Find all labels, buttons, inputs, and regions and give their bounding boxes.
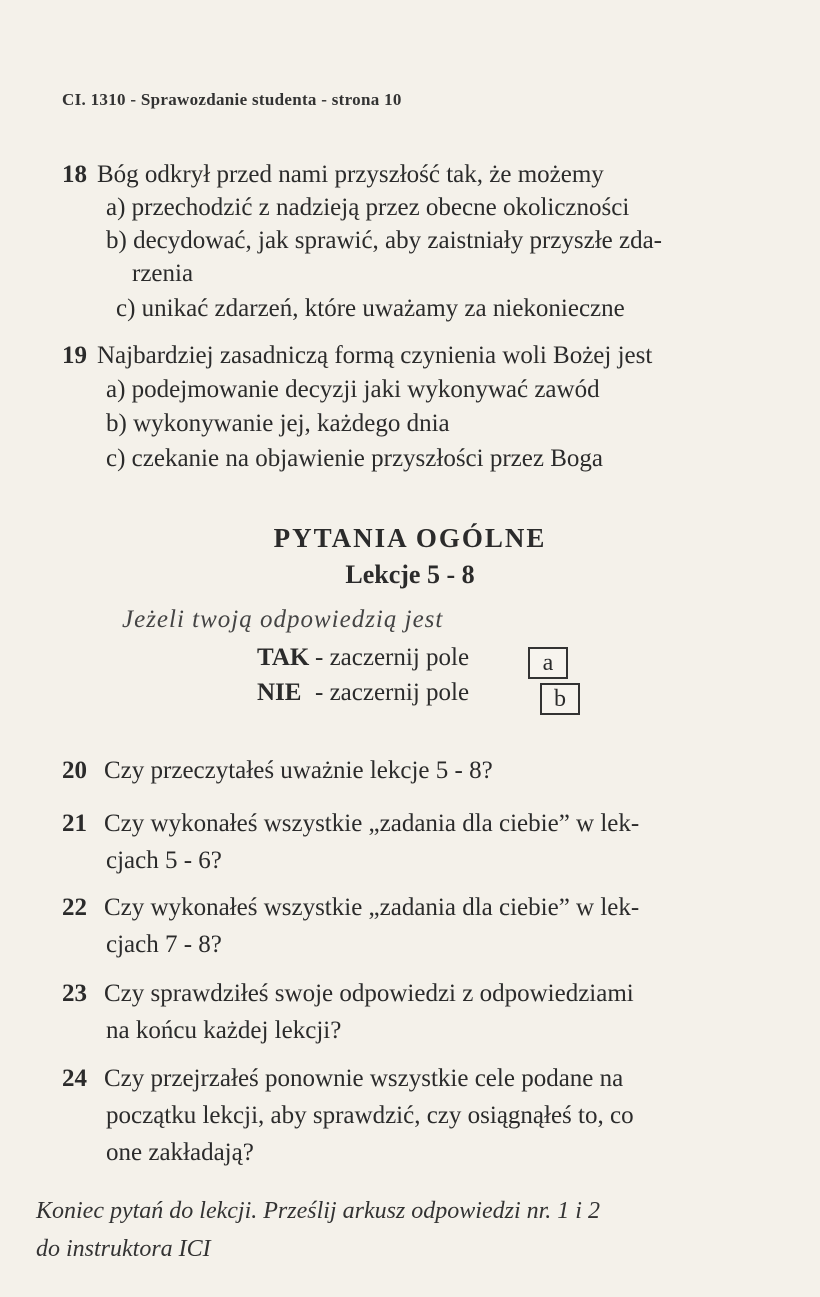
question-18 — [62, 158, 604, 191]
q18-option-b-cont: rzenia — [132, 260, 194, 287]
question-number: 20 — [62, 757, 87, 784]
question-line-1: Czy przeczytałeś uważnie lekcje 5 - 8? — [104, 757, 493, 784]
q18-option-b: b) decydować, jak sprawić, aby zaistniały przyszłe zda- — [106, 227, 663, 254]
question-19 — [62, 339, 652, 372]
question-line-3: one zakładają? — [106, 1139, 254, 1166]
page-header: CI. 1310 - Sprawozdanie studenta - strona 10 — [62, 90, 402, 109]
question-number: 22 — [62, 894, 87, 921]
q18-option-c: c) unikać zdarzeń, które uważamy za niekonieczne — [116, 295, 625, 322]
answer-key-no — [257, 679, 469, 707]
question-number: 18 — [62, 161, 87, 188]
footer-line-1: Koniec pytań do lekcji. Prześlij arkusz odpowiedzi nr. 1 i 2 — [36, 1198, 600, 1224]
question-line-2: początku lekcji, aby sprawdzić, czy osiągnąłeś to, co — [106, 1102, 634, 1129]
question-line-1: Czy przejrzałeś ponownie wszystkie cele podane na — [104, 1065, 624, 1092]
footer-line-2: do instruktora ICI — [36, 1236, 211, 1262]
answer-key-yes — [257, 644, 469, 672]
question-line-1: Czy sprawdziłeś swoje odpowiedzi z odpowiedziami — [104, 980, 634, 1007]
question-number: 24 — [62, 1065, 87, 1092]
q19-option-a: a) podejmowanie decyzji jaki wykonywać zawód — [106, 376, 600, 403]
question-number: 23 — [62, 980, 87, 1007]
q18-option-a: a) przechodzić z nadzieją przez obecne okoliczności — [106, 194, 630, 221]
section-subtitle: Lekcje 5 - 8 — [345, 560, 475, 589]
question-number: 21 — [62, 810, 87, 837]
question-24 — [62, 1060, 762, 1171]
section-title: PYTANIA OGÓLNE — [273, 523, 547, 553]
answer-box-b: b — [540, 683, 580, 715]
question-number: 19 — [62, 342, 87, 369]
q19-option-b: b) wykonywanie jej, każdego dnia — [106, 410, 450, 437]
no-action: - zaczernij pole — [315, 679, 470, 706]
no-label: NIE — [257, 679, 302, 706]
question-line-1: Czy wykonałeś wszystkie „zadania dla ciebie” w lek- — [104, 810, 640, 837]
q19-option-c: c) czekanie na objawienie przyszłości przez Boga — [106, 445, 603, 472]
instruction-text: Jeżeli twoją odpowiedzią jest — [122, 606, 444, 633]
question-text: Bóg odkrył przed nami przyszłość tak, że możemy — [97, 161, 604, 188]
question-line-2: cjach 5 - 6? — [106, 847, 222, 874]
question-line-2: na końcu każdej lekcji? — [106, 1017, 342, 1044]
answer-box-a: a — [528, 647, 568, 679]
question-line-1: Czy wykonałeś wszystkie „zadania dla ciebie” w lek- — [104, 894, 640, 921]
yes-action: - zaczernij pole — [315, 644, 470, 671]
footer-note — [36, 1192, 600, 1268]
question-text: Najbardziej zasadniczą formą czynienia woli Bożej jest — [97, 342, 653, 369]
question-22 — [62, 889, 762, 963]
question-23 — [62, 975, 762, 1049]
yes-label: TAK — [257, 644, 310, 671]
question-line-2: cjach 7 - 8? — [106, 931, 222, 958]
question-20 — [62, 752, 762, 789]
question-21 — [62, 805, 762, 879]
